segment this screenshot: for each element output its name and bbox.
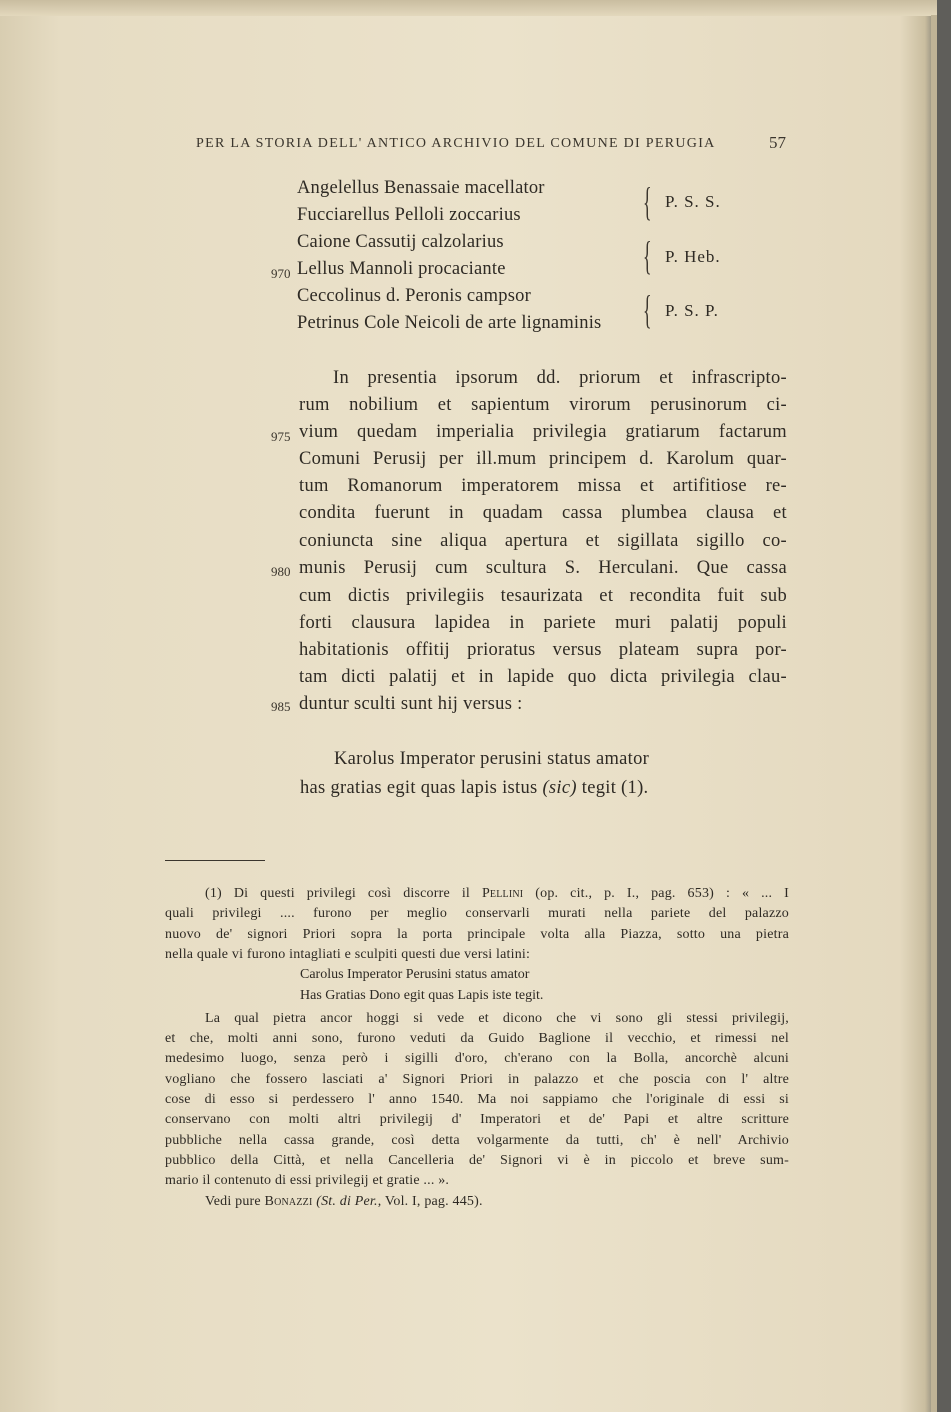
group-label: P. S. S. (665, 192, 721, 211)
brace-mark: { (643, 179, 652, 224)
body-line: condita fuerunt in quadam cassa plumbea clausa et (299, 503, 787, 523)
body-line: coniuncta sine aliqua apertura et sigillata sigillo co- (299, 531, 787, 551)
footnote-line: nuovo de' signori Priori sopra la porta principale volta alla Piazza, sotto una pietra (165, 927, 789, 942)
line-number: 975 (271, 429, 291, 444)
body-line: tam dicti palatij et in lapide quo dicta privilegia clau- (299, 667, 787, 687)
page-number: 57 (769, 133, 786, 152)
author-name: Pellini (481, 886, 524, 901)
verse-text: has gratias egit quas lapis istus (300, 778, 543, 798)
footnote-quote: Has Gratias Dono egit quas Lapis iste tegit. (300, 988, 544, 1003)
footnote-line: cose di esso si perdessero l' anno 1540. Ma noi sappiamo che l'originale di essi si (165, 1092, 789, 1107)
book-edge (937, 0, 951, 1412)
author-name: Bonazzi (264, 1194, 313, 1209)
brace-mark: { (643, 233, 652, 278)
footnote-line: conservano con molti altri privilegij d' Imperatori et de' Papi et altre scritture (165, 1112, 789, 1127)
body-line: rum nobilium et sapientum virorum perusinorum ci- (299, 395, 787, 415)
footnote-line (205, 886, 789, 902)
sic-annotation: (sic) (542, 778, 577, 798)
name-line: Ceccolinus d. Peronis campsor (297, 286, 531, 306)
footnote-line: vogliano che fossero lasciati a' Signori Priori in palazzo et che poscia con l' altre (165, 1072, 789, 1087)
footnote-line: quali privilegi .... furono per meglio conservarli murati nella pariete del palazzo (165, 906, 789, 921)
footnote-line: pubbliche nella cassa grande, così detta volgarmente da tutti, ch' è nell' Archivio (165, 1133, 789, 1148)
name-line: Lellus Mannoli procaciante (297, 259, 506, 279)
body-line: In presentia ipsorum dd. priorum et infrascripto- (333, 368, 787, 388)
work-title: (St. di Per. (316, 1194, 378, 1209)
group-label: P. Heb. (665, 247, 721, 266)
running-title: PER LA STORIA DELL' ANTICO ARCHIVIO DEL COMUNE DI PERUGIA (196, 136, 716, 151)
line-number: 970 (271, 266, 291, 281)
body-line: tum Romanorum imperatorem missa et artifitiose re- (299, 476, 787, 496)
body-line: munis Perusij cum scultura S. Herculani. Que cassa (299, 558, 787, 578)
line-number: 980 (271, 564, 291, 579)
name-line: Angelellus Benassaie macellator (297, 178, 545, 198)
footnote-text: (1) Di questi privilegi così discorre il (205, 886, 482, 901)
footnote-rule (165, 860, 265, 861)
body-line: cum dictis privilegiis tesaurizata et recondita fuit sub (299, 586, 787, 606)
footnote-line: medesimo luogo, senza però i sigilli d'oro, ch'erano con la Bolla, ancorchè alcuni (165, 1051, 789, 1066)
footnote-line: La qual pietra ancor hoggi si vede et dicono che vi sono gli stessi privilegij, (205, 1011, 789, 1026)
body-line: habitationis offitij prioratus versus plateam supra por- (299, 640, 787, 660)
footnote-text: (op. cit., p. I., pag. 653) : « ... I (523, 886, 789, 901)
body-line: Comuni Perusij per ill.mum principem d. Karolum quar- (299, 449, 787, 469)
body-line: vium quedam imperialia privilegia gratiarum factarum (299, 422, 787, 442)
verse-line-1: Karolus Imperator perusini status amator (334, 749, 650, 769)
footnote-text: , Vol. I, pag. 445). (377, 1194, 483, 1209)
body-line: duntur sculti sunt hij versus : (299, 694, 523, 714)
footnote-line: pubblico della Città, et nella Cancelleria de' Signori vi è in piccolo et breve sum- (165, 1153, 789, 1168)
group-label: P. S. P. (665, 301, 719, 320)
name-line: Petrinus Cole Neicoli de arte lignaminis (297, 313, 602, 333)
footnote-line: mario il contenuto di essi privilegij et gratie ... ». (165, 1173, 450, 1188)
footnote-line: et che, molti anni sono, furono veduti da Guido Baglione il vecchio, et rimessi nel (165, 1031, 789, 1046)
page-top-shadow (0, 0, 951, 16)
footnote-line (205, 1194, 789, 1210)
name-line: Caione Cassutij calzolarius (297, 232, 504, 252)
verse-line-2 (300, 778, 648, 799)
line-number: 985 (271, 699, 291, 714)
footnote-line: nella quale vi furono intagliati e sculpiti questi due versi latini: (165, 947, 531, 962)
verse-text: tegit (1). (576, 778, 649, 798)
footnote-text: Vedi pure (205, 1194, 265, 1209)
name-line: Fucciarellus Pelloli zoccarius (297, 205, 521, 225)
brace-mark: { (643, 287, 652, 332)
footnote-quote: Carolus Imperator Perusini status amator (300, 967, 530, 982)
body-line: forti clausura lapidea in pariete muri palatij populi (299, 613, 787, 633)
